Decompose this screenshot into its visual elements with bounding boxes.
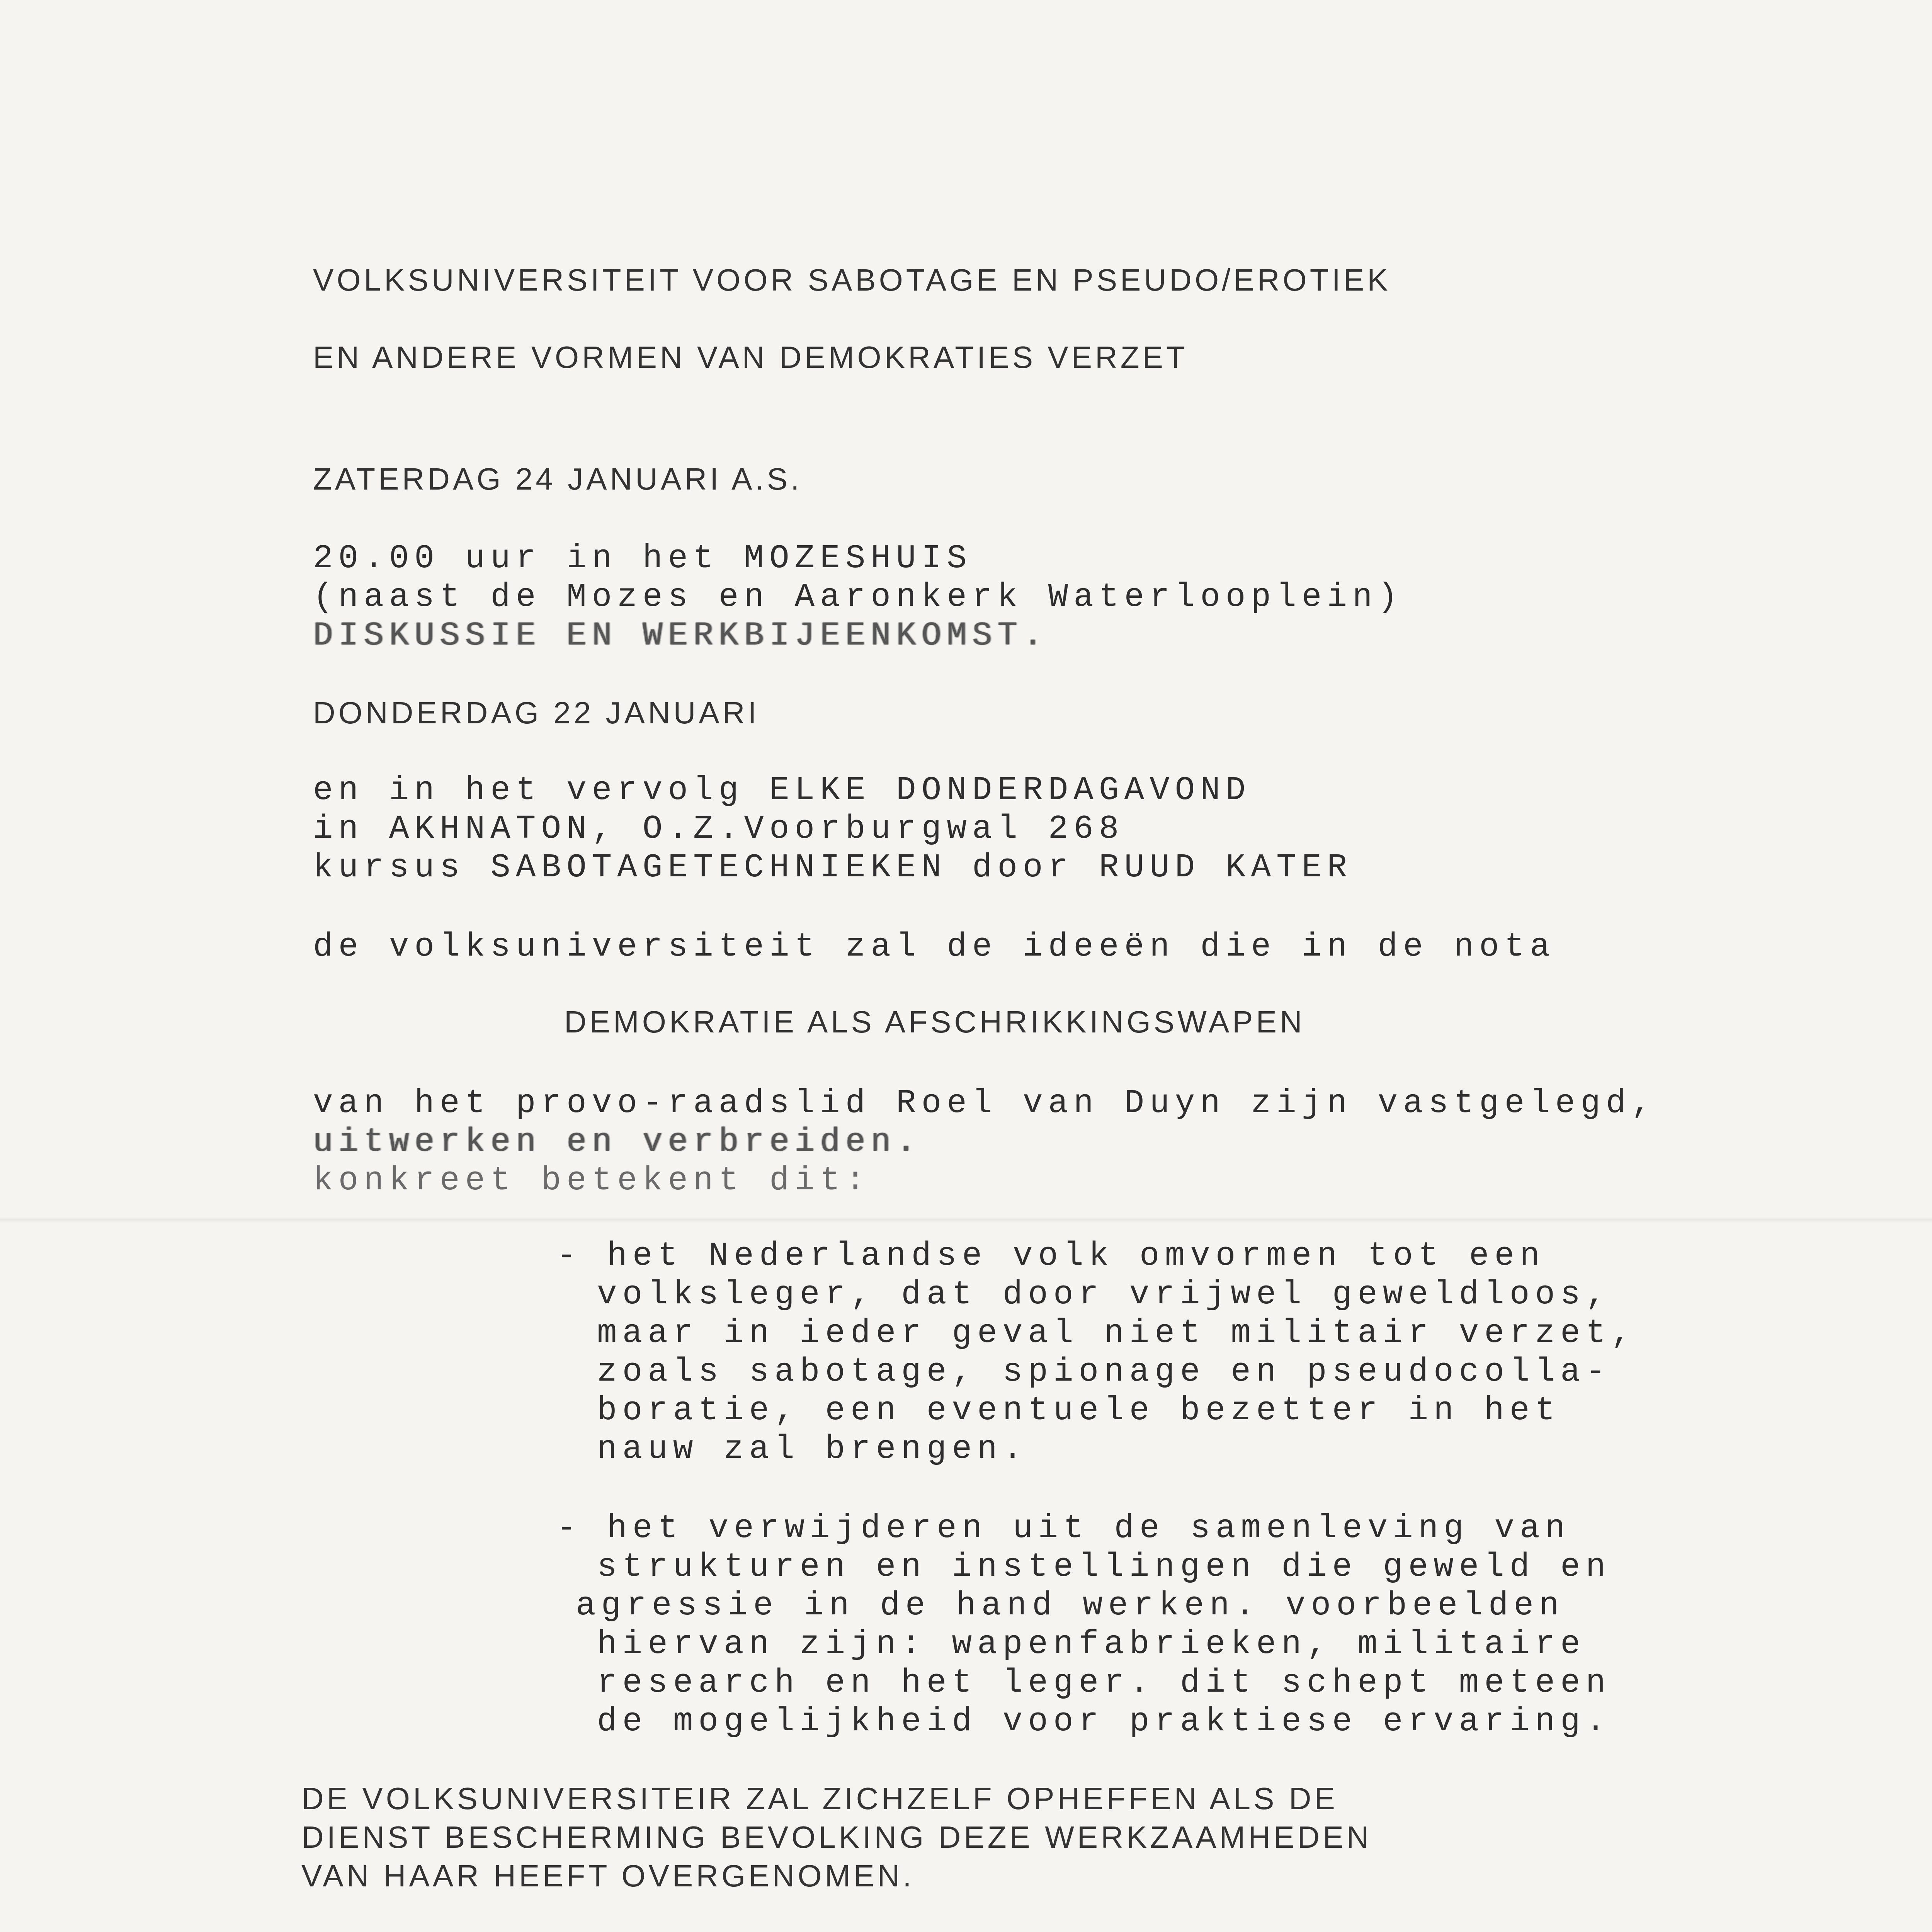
closing-line-1: DE VOLKSUNIVERSITEIR ZAL ZICHZELF OPHEFFEN ALS DE	[301, 1781, 1338, 1816]
body-line-3: konkreet betekent dit:	[313, 1162, 871, 1199]
point1-line-4: zoals sabotage, spionage en pseudocolla-	[597, 1353, 1611, 1391]
point1-line-3: maar in ieder geval niet militair verzet,	[597, 1314, 1636, 1352]
point1-line-1: - het Nederlandse volk omvormen tot een	[556, 1237, 1545, 1275]
event1-location-note: (naast de Mozes en Aaronkerk Waterlooplein)	[313, 578, 1403, 616]
event2-date: DONDERDAG 22 JANUARI	[313, 696, 760, 730]
point1-line-6: nauw zal brengen.	[597, 1430, 1028, 1468]
event1-date: ZATERDAG 24 JANUARI A.S.	[313, 462, 803, 496]
event2-line-3: kursus SABOTAGETECHNIEKEN door RUUD KATER	[313, 849, 1352, 886]
closing-line-2: DIENST BESCHERMING BEVOLKING DEZE WERKZAAMHEDEN	[301, 1820, 1372, 1854]
point2-line-6: de mogelijkheid voor praktiese ervaring.	[597, 1702, 1611, 1740]
closing-line-3: VAN HAAR HEEFT OVERGENOMEN.	[301, 1859, 915, 1893]
point2-line-2: strukturen en instellingen die geweld en	[597, 1548, 1611, 1586]
event2-line-1: en in het vervolg ELKE DONDERDAGAVOND	[313, 771, 1251, 809]
heading-line-2: EN ANDERE VORMEN VAN DEMOKRATIES VERZET	[313, 340, 1188, 374]
point2-line-1: - het verwijderen uit de samenleving van	[556, 1509, 1571, 1547]
point1-line-2: volksleger, dat door vrijwel geweldloos,	[597, 1276, 1611, 1313]
heading-line-1: VOLKSUNIVERSITEIT VOOR SABOTAGE EN PSEUDO/EROTIEK	[313, 263, 1391, 297]
body-line-2: uitwerken en verbreiden.	[313, 1123, 922, 1161]
point2-line-4: hiervan zijn: wapenfabrieken, militaire	[597, 1625, 1586, 1663]
point2-line-3: agressie in de hand werken. voorbeelden	[576, 1587, 1565, 1624]
event2-line-2: in AKHNATON, O.Z.Voorburgwal 268	[313, 810, 1124, 848]
event1-activity: DISKUSSIE EN WERKBIJEENKOMST.	[313, 617, 1048, 655]
event1-time-place: 20.00 uur in het MOZESHUIS	[313, 539, 972, 577]
paper-fold	[0, 1217, 1932, 1223]
point1-line-5: boratie, een eventuele bezetter in het	[597, 1391, 1561, 1429]
body-line-1: van het provo-raadslid Roel van Duyn zijn vastgelegd,	[313, 1084, 1657, 1122]
point2-line-5: research en het leger. dit schept meteen	[597, 1664, 1611, 1702]
intro-text: de volksuniversiteit zal de ideeën die in de nota	[313, 928, 1555, 966]
nota-title: DEMOKRATIE ALS AFSCHRIKKINGSWAPEN	[564, 1005, 1305, 1039]
